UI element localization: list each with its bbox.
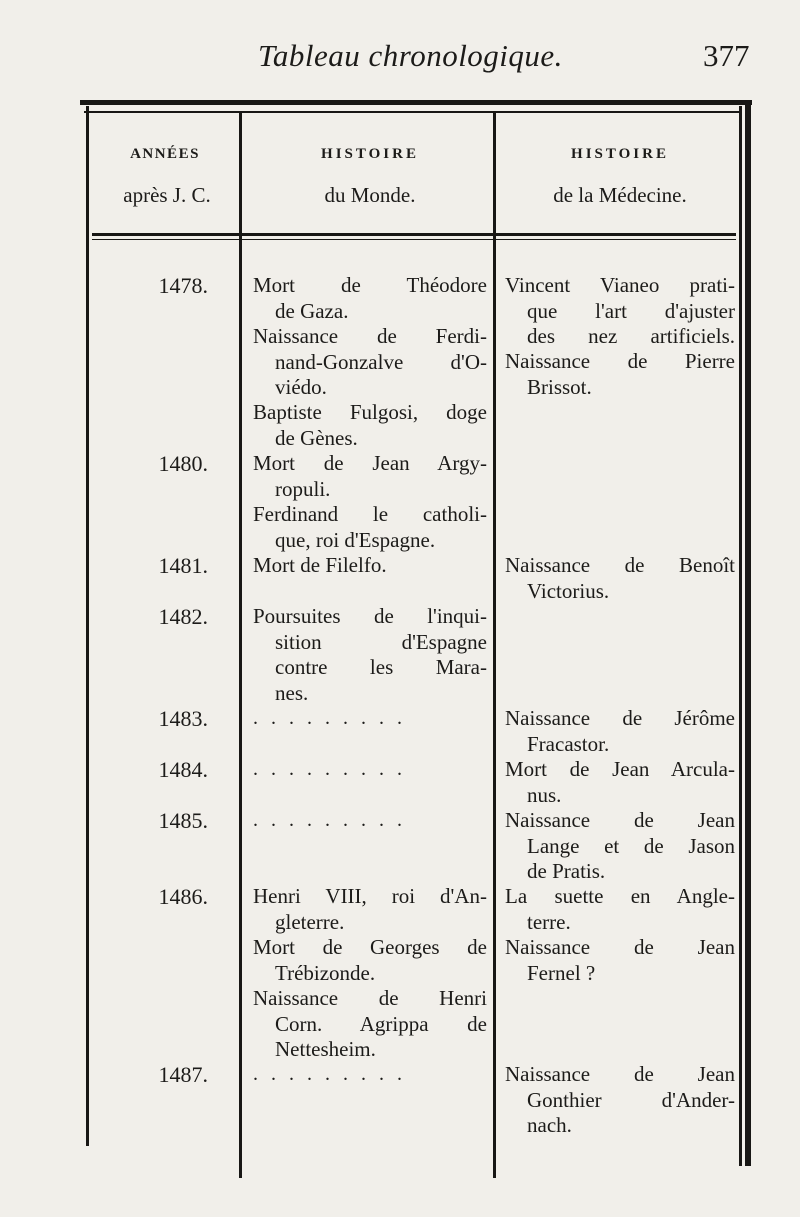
entry-line: Ferdinand le catholi- [253, 502, 487, 526]
table-top-rule-thin [84, 111, 740, 113]
medicine-entry [505, 273, 735, 350]
entry-line: nand-Gonzalve d'O- [275, 349, 487, 374]
column-divider-1 [239, 113, 242, 1178]
entry-line: de Pratis. [527, 859, 606, 883]
world-entry [253, 324, 487, 401]
year-1478: 1478. [158, 273, 208, 298]
entry-line: Vincent Vianeo prati- [505, 273, 735, 297]
year-1480: 1480. [158, 451, 208, 476]
medicine-entry [505, 884, 735, 935]
entry-line: contre les Mara- [275, 655, 487, 679]
entry-line: Baptiste Fulgosi, doge [253, 400, 487, 424]
entry-line: sition d'Espagne [275, 629, 487, 654]
table-right-border [739, 106, 742, 1166]
year-1485: 1485. [158, 808, 208, 833]
medicine-entry [505, 706, 735, 757]
world-entry [253, 884, 487, 935]
world-entry [253, 935, 487, 986]
world-entry [253, 808, 487, 834]
entry-line: Nettesheim. [275, 1037, 376, 1061]
entry-line: Brissot. [527, 374, 592, 399]
entry-line: terre. [527, 909, 571, 934]
col-years-sub: après J. C. [123, 183, 211, 207]
year-1483: 1483. [158, 706, 208, 731]
world-entry [253, 502, 487, 553]
entry-line: Naissance de Henri [253, 986, 487, 1010]
entry-line: Henri VIII, roi d'An- [253, 884, 487, 908]
year-1486: 1486. [158, 884, 208, 909]
world-entry [253, 1062, 487, 1088]
entry-line: de Gaza. [275, 298, 349, 323]
world-entry [253, 273, 487, 324]
entry-line: nus. [527, 782, 562, 807]
medicine-entry [505, 349, 735, 400]
header-bottom-rule [92, 233, 736, 236]
world-entry [253, 604, 487, 706]
entry-line: Naissance de Jérôme [505, 706, 735, 730]
col-years-heading: ANNÉES [130, 146, 200, 162]
entry-line: Mort de Georges de [253, 935, 487, 959]
entry-line: Mort de Théodore [253, 273, 487, 297]
running-title: Tableau chronologique. [258, 38, 563, 73]
medicine-entry [505, 1062, 735, 1139]
medicine-entry [505, 553, 735, 604]
world-entry [253, 400, 487, 451]
year-1487: 1487. [158, 1062, 208, 1087]
entry-line: Victorius. [527, 578, 610, 603]
col-world-sub: du Monde. [324, 183, 416, 207]
year-1481: 1481. [158, 553, 208, 578]
entry-line: Naissance de Pierre [505, 349, 735, 373]
entry-line: Mort de Jean Arcula- [505, 757, 735, 781]
entry-line: Mort de Jean Argy- [253, 451, 487, 475]
entry-line: gleterre. [275, 909, 345, 934]
col-world-heading: HISTOIRE [321, 146, 419, 162]
table-top-rule [80, 100, 752, 105]
entry-line: Fernel ? [527, 960, 596, 985]
entry-line: . . . . . . . . . [253, 1063, 406, 1085]
entry-line: . . . . . . . . . [253, 758, 406, 780]
entry-line: . . . . . . . . . [253, 809, 406, 831]
column-divider-2 [493, 113, 496, 1178]
entry-line: que, roi d'Espagne. [275, 527, 436, 552]
entry-line: Poursuites de l'inqui- [253, 604, 487, 628]
entry-line: La suette en Angle- [505, 884, 735, 908]
entry-line: Naissance de Ferdi- [253, 324, 487, 348]
medicine-entry [505, 935, 735, 986]
header-bottom-rule-thin [92, 239, 736, 240]
entry-line: viédo. [275, 375, 327, 399]
entry-line: Naissance de Jean [505, 935, 735, 959]
entry-line: que l'art d'ajuster [527, 298, 735, 323]
entry-line: ropuli. [275, 476, 331, 501]
year-1482: 1482. [158, 604, 208, 629]
entry-line: Fracastor. [527, 731, 610, 756]
world-entry [253, 986, 487, 1063]
table-right-border-thick [745, 100, 751, 1166]
entry-line: Mort de Filelfo. [253, 553, 387, 577]
world-entry [253, 706, 487, 732]
entry-line: nes. [275, 680, 309, 705]
entry-line: Lange et de Jason [527, 833, 735, 858]
world-entry [253, 553, 487, 579]
entry-line: Corn. Agrippa de [275, 1011, 487, 1036]
col-medicine-heading: HISTOIRE [571, 146, 669, 162]
medicine-entry [505, 757, 735, 808]
entry-line: . . . . . . . . . [253, 707, 406, 729]
entry-line: Naissance de Benoît [505, 553, 735, 577]
year-1484: 1484. [158, 757, 208, 782]
entry-line: nach. [527, 1113, 572, 1137]
entry-line: Gonthier d'Ander- [527, 1087, 735, 1112]
page-number: 377 [703, 38, 750, 73]
entry-line: Naissance de Jean [505, 808, 735, 832]
entry-line: Trébizonde. [275, 960, 376, 985]
entry-line: des nez artificiels. [527, 324, 735, 348]
col-medicine-sub: de la Médecine. [553, 183, 687, 207]
table-left-border [86, 106, 89, 1146]
medicine-entry [505, 808, 735, 885]
entry-line: de Gènes. [275, 425, 358, 450]
world-entry [253, 451, 487, 502]
world-entry [253, 757, 487, 783]
entry-line: Naissance de Jean [505, 1062, 735, 1086]
